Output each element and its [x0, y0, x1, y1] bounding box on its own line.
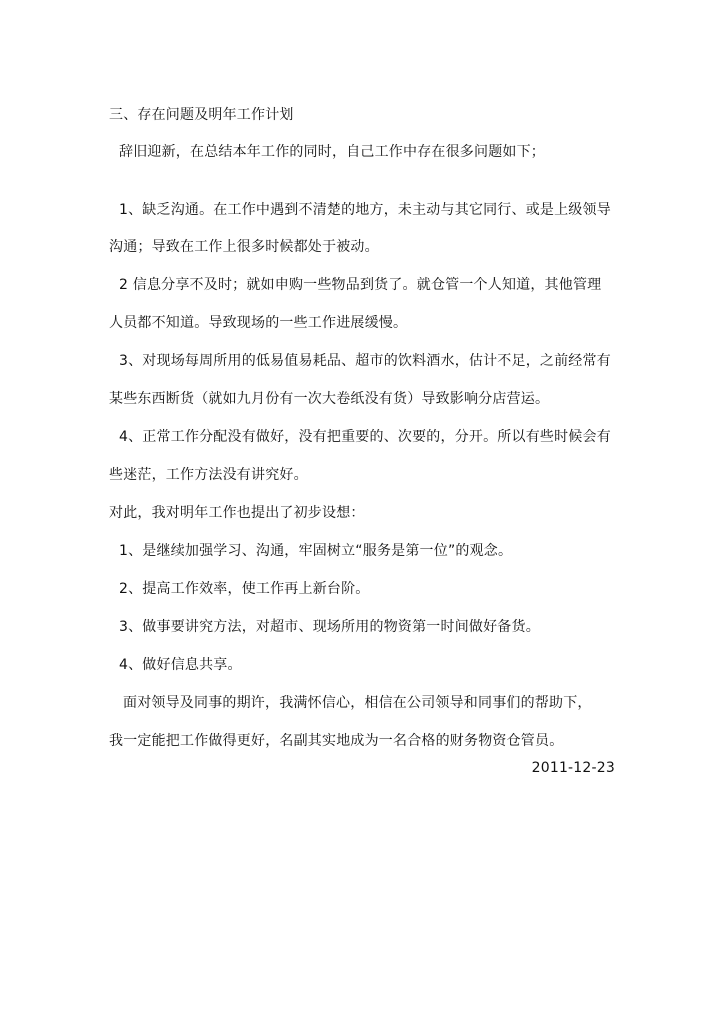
document-date: 2011-12-23 — [531, 760, 615, 776]
problem-1-line-2: 沟通；导致在工作上很多时候都处于被动。 — [109, 239, 379, 255]
problem-2-line-1: 2 信息分享不及时；就如申购一些物品到货了。就仓管一个人知道，其他管理 — [119, 277, 602, 293]
plan-item-4: 4、做好信息共享。 — [119, 657, 242, 673]
section-heading: 三、存在问题及明年工作计划 — [109, 107, 294, 123]
intro-paragraph: 辞旧迎新，在总结本年工作的同时，自己工作中存在很多问题如下； — [119, 144, 545, 160]
problem-4-line-2: 些迷茫，工作方法没有讲究好。 — [109, 467, 308, 483]
problem-1-line-1: 1、缺乏沟通。在工作中遇到不清楚的地方，未主动与其它同行、或是上级领导 — [119, 202, 611, 218]
problem-2-line-2: 人员都不知道。导致现场的一些工作进展缓慢。 — [109, 315, 408, 331]
plan-item-2: 2、提高工作效率，使工作再上新台阶。 — [119, 581, 370, 597]
problem-3-line-2: 某些东西断货（就如九月份有一次大卷纸没有货）导致影响分店营运。 — [109, 391, 550, 407]
plan-item-1: 1、是继续加强学习、沟通，牢固树立“服务是第一位”的观念。 — [119, 543, 513, 559]
problem-4-line-1: 4、正常工作分配没有做好，没有把重要的、次要的，分开。所以有些时候会有 — [119, 429, 611, 445]
plan-intro: 对此，我对明年工作也提出了初步设想： — [109, 505, 365, 521]
problem-3-line-1: 3、对现场每周所用的低易值易耗品、超市的饮料酒水，估计不足，之前经常有 — [119, 353, 611, 369]
document-page — [109, 0, 615, 1024]
closing-line-1: 面对领导及同事的期许，我满怀信心，相信在公司领导和同事们的帮助下， — [123, 695, 592, 711]
closing-line-2: 我一定能把工作做得更好，名副其实地成为一名合格的财务物资仓管员。 — [109, 733, 564, 749]
plan-item-3: 3、做事要讲究方法，对超市、现场所用的物资第一时间做好备货。 — [119, 619, 540, 635]
